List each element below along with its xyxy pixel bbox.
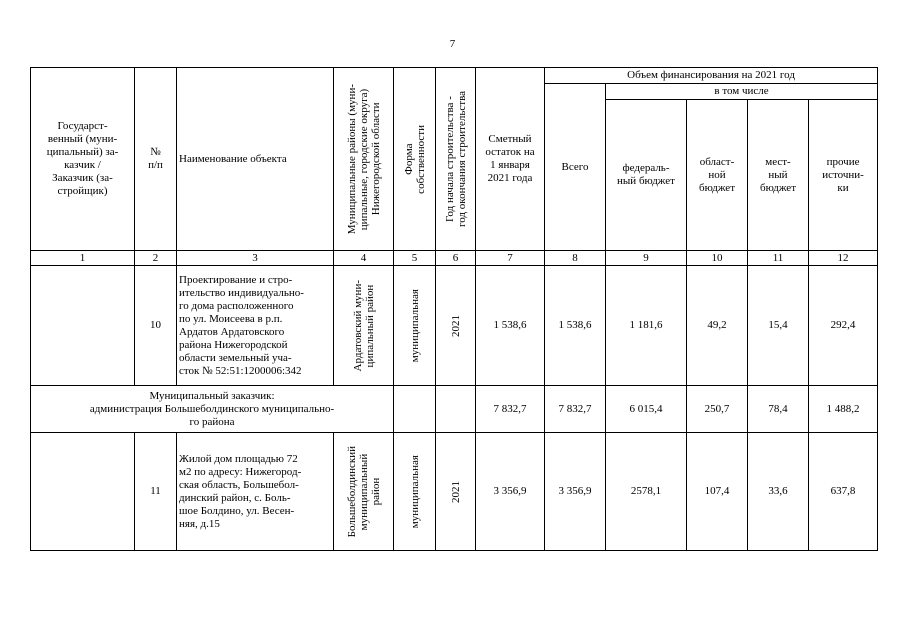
column-number: 2: [135, 251, 177, 266]
column-number: 6: [436, 251, 476, 266]
subtotal-row: [31, 386, 878, 433]
row-num: 10: [135, 266, 177, 386]
row-years-cell: [436, 266, 476, 386]
row-district-cell: [334, 266, 394, 386]
row-total: 1 538,6: [545, 266, 606, 386]
header-ownership-cell: [394, 68, 436, 251]
subtotal-local: 78,4: [748, 386, 809, 433]
row-federal: 2578,1: [606, 433, 687, 551]
header-funding-2021: Объем финансирования на 2021 год: [545, 68, 878, 84]
row-total: 3 356,9: [545, 433, 606, 551]
column-number: 12: [809, 251, 878, 266]
header-including: в том числе: [606, 84, 878, 100]
column-number: 3: [177, 251, 334, 266]
subtotal-regional: 250,7: [687, 386, 748, 433]
header-districts-cell: [334, 68, 394, 251]
subtotal-federal: 6 015,4: [606, 386, 687, 433]
subtotal-empty: [436, 386, 476, 433]
row-num: 11: [135, 433, 177, 551]
row-object-name: Проектирование и стро- ительство индивидуально- го дома расположенного по ул. Моисеева в р.п. Ардатов Ардатовского района Нижегородской области земельный уча- сток № 52:51:1200006:342: [177, 266, 334, 386]
header-num: № п/п: [135, 68, 177, 251]
column-number: 8: [545, 251, 606, 266]
column-number: 1: [31, 251, 135, 266]
financing-table: [30, 67, 878, 551]
column-number: 5: [394, 251, 436, 266]
subtotal-other: 1 488,2: [809, 386, 878, 433]
header-other: прочие источни- ки: [809, 100, 878, 251]
row-federal: 1 181,6: [606, 266, 687, 386]
row-other: 292,4: [809, 266, 878, 386]
row-estimate-balance: 1 538,6: [476, 266, 545, 386]
row-district-cell: [334, 433, 394, 551]
row-local: 15,4: [748, 266, 809, 386]
header-years: Год начала строительства - год окончания строительства: [443, 91, 468, 227]
table-row: [31, 433, 878, 551]
row-ownership-cell: [394, 433, 436, 551]
header-local: мест- ный бюджет: [748, 100, 809, 251]
row-ownership: муниципальная: [408, 454, 421, 529]
row-district: Ардатовский муни- ципальный район: [351, 279, 376, 372]
header-total: Всего: [545, 84, 606, 251]
subtotal-label: Муниципальный заказчик: администрация Большеболдинского муниципально- го района: [31, 386, 394, 433]
row-customer: [31, 266, 135, 386]
table-row: [31, 266, 878, 386]
header-customer: Государст- венный (муни- ципальный) за- казчик / Заказчик (за- стройщик): [31, 68, 135, 251]
row-regional: 49,2: [687, 266, 748, 386]
subtotal-empty: [394, 386, 436, 433]
row-years-cell: [436, 433, 476, 551]
header-years-cell: [436, 68, 476, 251]
column-number: 7: [476, 251, 545, 266]
column-numbers-row: [31, 251, 878, 266]
row-years: 2021: [449, 314, 462, 337]
subtotal-estimate-balance: 7 832,7: [476, 386, 545, 433]
header-ownership: Форма собственности: [402, 124, 427, 194]
column-number: 11: [748, 251, 809, 266]
page-number: 7: [449, 38, 456, 50]
column-number: 4: [334, 251, 394, 266]
row-years: 2021: [449, 480, 462, 503]
row-district: Большеболдинский муниципальный район: [345, 445, 382, 538]
row-ownership-cell: [394, 266, 436, 386]
subtotal-total: 7 832,7: [545, 386, 606, 433]
row-regional: 107,4: [687, 433, 748, 551]
header-districts: Муниципальные районы (муни- ципальные, городские округа) Нижегородской области: [345, 83, 382, 235]
row-customer: [31, 433, 135, 551]
header-regional: област- ной бюджет: [687, 100, 748, 251]
row-other: 637,8: [809, 433, 878, 551]
column-number: 9: [606, 251, 687, 266]
row-ownership: муниципальная: [408, 288, 421, 363]
header-object-name: Наименование объекта: [177, 68, 334, 251]
header-federal: федераль- ный бюджет: [606, 100, 687, 251]
header-estimate-balance: Сметный остаток на 1 января 2021 года: [476, 68, 545, 251]
column-number: 10: [687, 251, 748, 266]
row-local: 33,6: [748, 433, 809, 551]
row-object-name: Жилой дом площадью 72 м2 по адресу: Нижегород- ская область, Большебол- динский район, с. Боль- шое Болдино, ул. Весен- няя, д.15: [177, 433, 334, 551]
row-estimate-balance: 3 356,9: [476, 433, 545, 551]
